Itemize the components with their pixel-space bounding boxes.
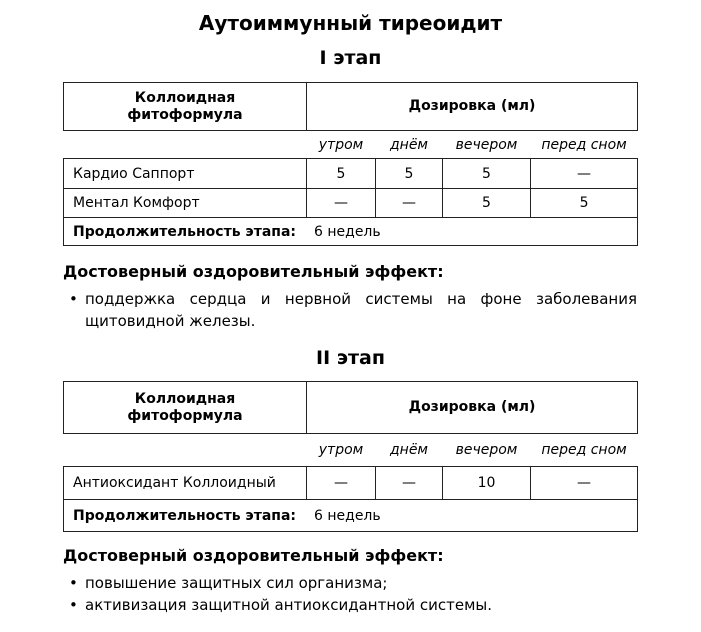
stage-2-effects-list: [63, 572, 637, 616]
dose-cell: 5: [376, 159, 443, 189]
duration-row: [64, 500, 638, 532]
dose-cell: 5: [443, 159, 531, 189]
duration-label: Продолжительность этапа:: [73, 223, 297, 240]
formula-header: Коллоидная фитоформула: [64, 83, 307, 131]
duration-value: 6 недель: [314, 223, 381, 240]
time-evening: вечером: [455, 442, 518, 458]
dosage-header: Дозировка (мл): [307, 382, 638, 434]
dose-cell: —: [376, 189, 443, 218]
dose-cell: 5: [307, 159, 376, 189]
formula-header: Коллоидная фитоформула: [64, 382, 307, 434]
time-day: днём: [389, 442, 428, 458]
time-day: днём: [389, 136, 428, 153]
stage-1-heading: I этап: [319, 47, 382, 69]
table-row: [64, 467, 638, 500]
list-item: • активизация защитной антиоксидантной системы.: [63, 594, 637, 616]
duration-value: 6 недель: [314, 507, 381, 524]
formula-name: Кардио Саппорт: [64, 159, 307, 189]
dose-cell: —: [531, 467, 638, 500]
duration-label: Продолжительность этапа:: [73, 507, 297, 524]
list-item: • повышение защитных сил организма;: [63, 572, 637, 594]
stage-2-heading: II этап: [316, 347, 385, 369]
dosage-header: Дозировка (мл): [307, 83, 638, 131]
dose-cell: —: [307, 467, 376, 500]
stage-1-table: [63, 82, 638, 246]
formula-name: Ментал Комфорт: [64, 189, 307, 218]
time-morning: утром: [318, 136, 364, 153]
time-morning: утром: [318, 442, 364, 458]
dose-cell: 10: [443, 467, 531, 500]
stage-1-effects-list: [63, 288, 637, 332]
time-bedtime: перед сном: [541, 442, 627, 458]
dose-cell: 5: [531, 189, 638, 218]
table-row: [64, 159, 638, 189]
page-title: Аутоиммунный тиреоидит: [198, 11, 503, 35]
list-item: • поддержка сердца и нервной системы на фоне заболевания щитовидной железы.: [63, 288, 637, 332]
stage-2-effect-heading: Достоверный оздоровительный эффект:: [63, 546, 444, 565]
dose-cell: 5: [443, 189, 531, 218]
stage-2-table: [63, 381, 638, 532]
stage-1-effect-heading: Достоверный оздоровительный эффект:: [63, 262, 444, 281]
time-bedtime: перед сном: [541, 136, 627, 153]
dose-cell: —: [376, 467, 443, 500]
dose-cell: —: [307, 189, 376, 218]
table-row: [64, 189, 638, 218]
time-evening: вечером: [455, 136, 518, 153]
formula-name: Антиоксидант Коллоидный: [64, 467, 307, 500]
dose-cell: —: [531, 159, 638, 189]
duration-row: [64, 218, 638, 246]
